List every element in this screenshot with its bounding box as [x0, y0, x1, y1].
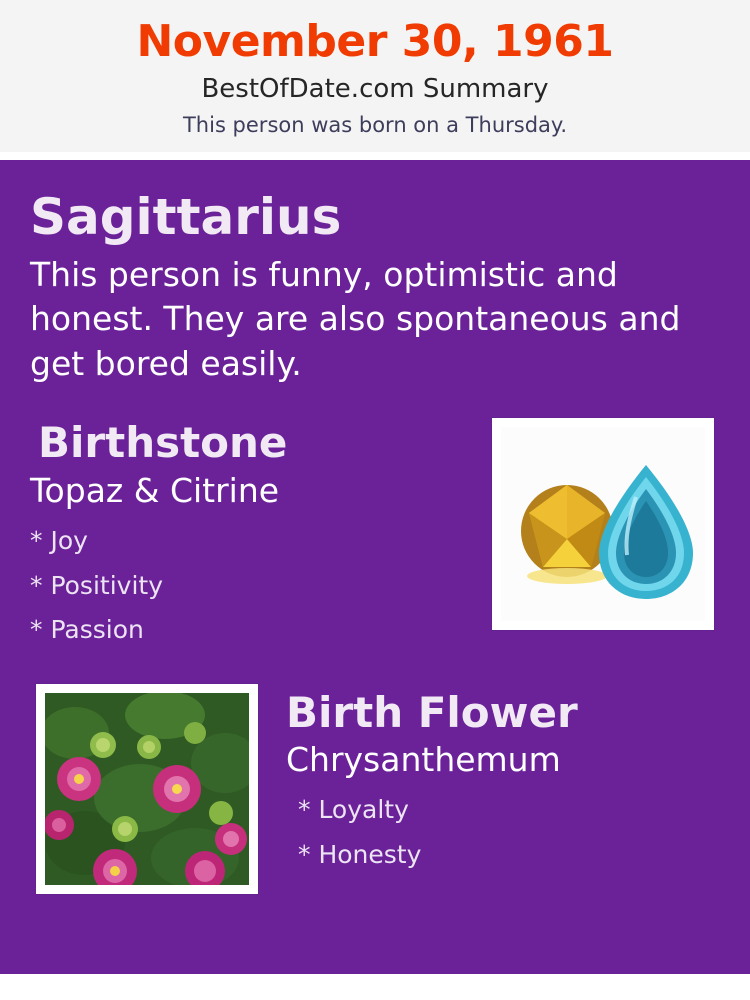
birth-flower-image-frame [36, 684, 258, 894]
zodiac-description: This person is funny, optimistic and honest. They are also spontaneous and get bored easily. [30, 254, 681, 383]
birthstone-trait: * Positivity [30, 570, 163, 600]
birth-flower-text [286, 684, 750, 869]
birthstone-names: Topaz & Citrine [30, 470, 280, 510]
birth-flower-trait: * Loyalty [298, 795, 409, 825]
birthstone-image-frame [492, 418, 714, 630]
zodiac-sign-title: Sagittarius [30, 187, 342, 246]
birthstone-image [501, 427, 705, 621]
birthstone-title: Birthstone [38, 418, 288, 468]
birthstone-trait: * Passion [30, 615, 144, 645]
birthstone-text [30, 418, 492, 643]
birthstone-trait: * Joy [30, 526, 88, 556]
gems-illustration [501, 427, 705, 621]
birthstone-section [0, 418, 750, 643]
page-title: November 30, 1961 [136, 16, 614, 67]
birth-flower-name: Chrysanthemum [286, 739, 561, 779]
site-summary-label: BestOfDate.com Summary [201, 74, 549, 105]
birth-flower-title: Birth Flower [286, 687, 578, 737]
chrysanthemum-illustration [45, 693, 249, 885]
birth-flower-trait: * Honesty [298, 839, 422, 869]
page-header [0, 0, 750, 152]
zodiac-panel [0, 160, 750, 974]
birth-flower-image [45, 693, 249, 885]
header-divider [0, 152, 750, 160]
born-day-note: This person was born on a Thursday. [182, 112, 568, 137]
birth-flower-section [0, 684, 750, 894]
